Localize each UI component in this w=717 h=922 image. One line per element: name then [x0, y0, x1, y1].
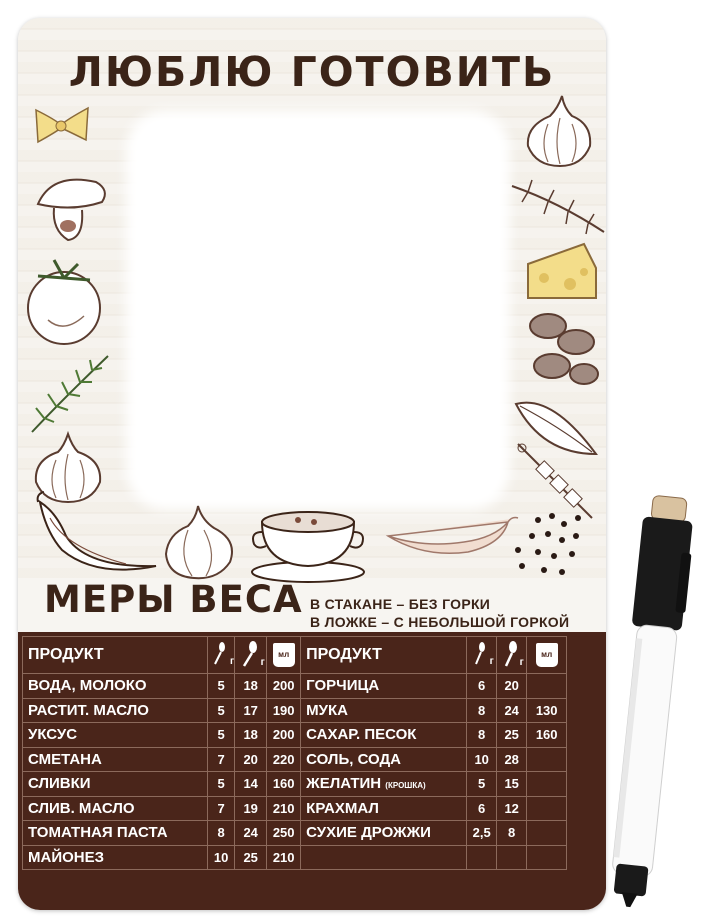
product-name: РАСТИТ. МАСЛО — [23, 698, 208, 723]
measuring-cup-icon: мл — [536, 643, 558, 667]
product-name — [301, 674, 467, 699]
unit-g: г — [489, 655, 494, 667]
teaspoon-value: 10 — [208, 845, 235, 870]
product-name-text: СОЛЬ, СОДА — [306, 750, 402, 768]
tablespoon-value: 25 — [497, 723, 527, 748]
tablespoon-value: 20 — [497, 674, 527, 699]
mushroom-icon — [32, 168, 112, 248]
table-row — [23, 796, 567, 821]
product-note: (КРОШКА) — [385, 781, 426, 791]
ml-value: 200 — [267, 674, 301, 699]
tablespoon-value: 28 — [497, 747, 527, 772]
product-name — [301, 821, 467, 846]
measures-table-panel — [18, 632, 606, 910]
ml-value: 160 — [267, 772, 301, 797]
product-name-text: СУХИЕ ДРОЖЖИ — [306, 824, 431, 842]
ml-value: 160 — [527, 723, 567, 748]
herb-icon — [508, 172, 606, 242]
teaspoon-value: 7 — [208, 747, 235, 772]
unit-g: г — [230, 655, 235, 667]
note-spoon: В ЛОЖКЕ – С НЕБОЛЬШОЙ ГОРКОЙ — [310, 614, 570, 630]
pasta-bow-icon — [26, 90, 96, 160]
tablespoon-value: 19 — [235, 796, 267, 821]
unit-g: г — [519, 656, 524, 668]
ml-value: 220 — [267, 747, 301, 772]
pasta-shell-icon — [518, 304, 606, 394]
marker-pen-icon[interactable] — [590, 490, 710, 910]
product-name — [301, 698, 467, 723]
teaspoon-value: 8 — [467, 723, 497, 748]
product-name-text: МУКА — [306, 701, 348, 719]
measuring-cup-header — [527, 637, 567, 674]
garlic-icon — [518, 90, 598, 170]
header-product-left: ПРОДУКТ — [23, 637, 208, 674]
tablespoon-value: 18 — [235, 674, 267, 699]
product-name-text: САХАР. ПЕСОК — [306, 726, 417, 744]
product-name: ВОДА, МОЛОКО — [23, 674, 208, 699]
tablespoon-header — [497, 637, 527, 674]
tablespoon-value: 20 — [235, 747, 267, 772]
product-name — [301, 772, 467, 797]
table-header — [23, 637, 567, 674]
measures-title: МЕРЫ ВЕСА — [44, 578, 303, 621]
tablespoon-value: 18 — [235, 723, 267, 748]
teaspoon-icon — [470, 640, 490, 666]
teaspoon-value: 6 — [467, 674, 497, 699]
product-name — [301, 796, 467, 821]
rosemary-icon — [24, 348, 114, 438]
table-row — [23, 723, 567, 748]
ml-value — [527, 796, 567, 821]
writing-area[interactable] — [126, 110, 510, 510]
tablespoon-header — [235, 637, 267, 674]
measuring-cup-header — [267, 637, 301, 674]
ml-value — [527, 845, 567, 870]
ml-value — [527, 747, 567, 772]
onion-icon — [158, 500, 244, 586]
table-row — [23, 772, 567, 797]
teaspoon-value: 5 — [467, 772, 497, 797]
tablespoon-value: 12 — [497, 796, 527, 821]
note-glass: В СТАКАНЕ – БЕЗ ГОРКИ — [310, 596, 491, 612]
ml-value — [527, 772, 567, 797]
table-row — [23, 747, 567, 772]
tablespoon-icon — [237, 639, 261, 667]
tablespoon-value: 25 — [235, 845, 267, 870]
tablespoon-value — [497, 845, 527, 870]
teaspoon-value: 10 — [467, 747, 497, 772]
teaspoon-value — [467, 845, 497, 870]
table-row — [23, 845, 567, 870]
product-name: ТОМАТНАЯ ПАСТА — [23, 821, 208, 846]
tablespoon-value: 14 — [235, 772, 267, 797]
unit-g: г — [260, 656, 265, 668]
ml-value — [527, 674, 567, 699]
teaspoon-value: 5 — [208, 772, 235, 797]
teaspoon-value: 7 — [208, 796, 235, 821]
table-row — [23, 674, 567, 699]
teaspoon-value: 5 — [208, 723, 235, 748]
ml-value: 250 — [267, 821, 301, 846]
soup-bowl-icon — [248, 496, 378, 586]
chili-pepper-icon — [26, 488, 166, 588]
product-name: МАЙОНЕЗ — [23, 845, 208, 870]
tablespoon-value: 17 — [235, 698, 267, 723]
product-name: СЛИВКИ — [23, 772, 208, 797]
product-name-text: КРАХМАЛ — [306, 799, 379, 817]
header-product-right: ПРОДУКТ — [301, 637, 467, 674]
product-name — [301, 723, 467, 748]
tablespoon-value: 8 — [497, 821, 527, 846]
tablespoon-value: 15 — [497, 772, 527, 797]
ml-value: 210 — [267, 796, 301, 821]
ml-value: 210 — [267, 845, 301, 870]
teaspoon-header — [208, 637, 235, 674]
tablespoon-icon — [500, 639, 520, 667]
teaspoon-value: 6 — [467, 796, 497, 821]
product-name — [301, 845, 467, 870]
tablespoon-value: 24 — [235, 821, 267, 846]
teaspoon-value: 8 — [208, 821, 235, 846]
teaspoon-value: 8 — [467, 698, 497, 723]
ml-value — [527, 821, 567, 846]
board-title: ЛЮБЛЮ ГОТОВИТЬ — [68, 48, 556, 96]
teaspoon-value: 5 — [208, 674, 235, 699]
product-name — [301, 747, 467, 772]
teaspoon-value: 5 — [208, 698, 235, 723]
tablespoon-value: 24 — [497, 698, 527, 723]
measuring-cup-icon: мл — [273, 643, 295, 667]
ml-value: 130 — [527, 698, 567, 723]
table-row — [23, 821, 567, 846]
tomato-icon — [18, 250, 118, 350]
table-row — [23, 698, 567, 723]
teaspoon-header — [467, 637, 497, 674]
product-name: СЛИВ. МАСЛО — [23, 796, 208, 821]
product-name: СМЕТАНА — [23, 747, 208, 772]
product-name-text: ГОРЧИЦА — [306, 677, 380, 695]
peppercorn-icon — [498, 506, 598, 586]
product-name: УКСУС — [23, 723, 208, 748]
ml-value: 190 — [267, 698, 301, 723]
cheese-icon — [522, 238, 602, 308]
teaspoon-icon — [208, 640, 230, 666]
ml-value: 200 — [267, 723, 301, 748]
measures-table — [22, 636, 567, 870]
whiteboard[interactable] — [18, 18, 606, 910]
teaspoon-value: 2,5 — [467, 821, 497, 846]
product-name-text: ЖЕЛАТИН — [306, 775, 382, 793]
